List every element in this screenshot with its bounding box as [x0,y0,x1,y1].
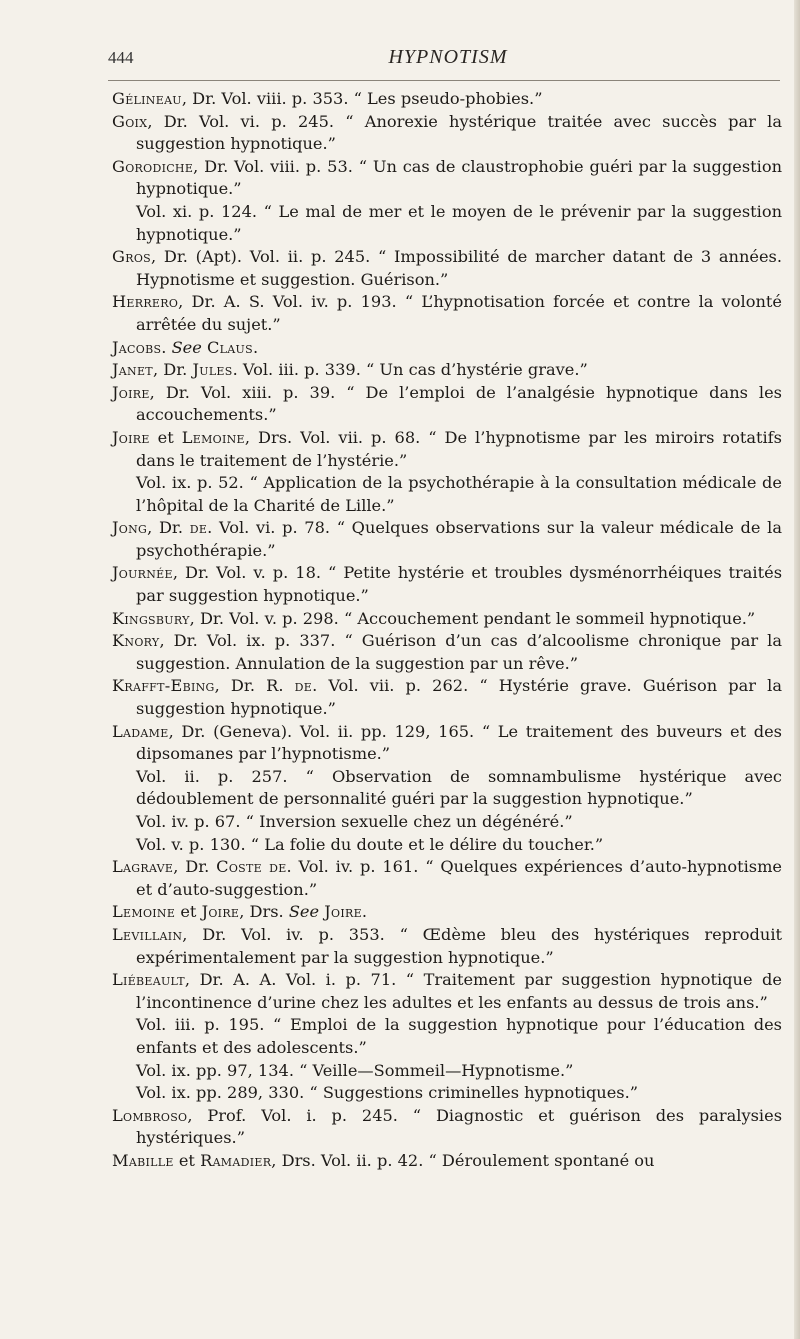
page-header [108,48,788,76]
author-name: Goix [112,111,148,131]
bibliography-continuation [112,1060,782,1083]
bibliography-continuation [112,201,782,246]
bibliography-continuation [112,766,782,811]
author-joiner: , Dr. [147,518,190,538]
bibliography-entry [112,291,782,336]
bibliography-entry [112,111,782,156]
entry-text: . Vol. iii. p. 339. “ Un cas d’hystérie grave.” [232,360,588,380]
entry-text: , Drs. [239,902,289,922]
bibliography-continuation [112,472,782,517]
bibliography-entry [112,924,782,969]
author-name: Levillain [112,924,183,944]
author-name: Knory [112,631,160,651]
author-name: Gorodiche [112,156,194,176]
see-target: Joire. [324,902,368,922]
entry-text: Vol. ix. p. 52. “ Application de la psychothérapie à la consultation médicale de l’hôpital de la Charité de Lille.” [136,473,782,515]
bibliography-entry [112,562,782,607]
entry-text: , Dr. Vol. ix. p. 337. “ Guérison d’un cas d’alcoolisme chronique par la suggestion. Annulation de la suggestion par un rêve.” [136,631,782,673]
entry-text: Vol. iii. p. 195. “ Emploi de la suggestion hypnotique pour l’éducation des enfants et des adolescents.” [136,1015,782,1057]
bibliography-entry [112,88,782,111]
entry-text: , Dr. Vol. v. p. 298. “ Accouchement pendant le sommeil hypnotique.” [189,608,756,628]
author-name: Jacobs [112,337,162,357]
author-joiner: , Dr. [152,360,193,380]
bibliography-entry [112,675,782,720]
bibliography-entry [112,156,782,201]
bibliography-entry [112,246,782,291]
author-name: Lemoine [181,427,245,447]
author-name: Coste de [216,857,287,877]
entry-text: Vol. v. p. 130. “ La folie du doute et le délire du toucher.” [136,834,604,854]
running-title: HYPNOTISM [388,46,508,68]
author-name: Joire [112,427,150,447]
entry-text: , Dr. A. A. Vol. i. p. 71. “ Traitement par suggestion hypnotique de l’incontinence d’urine chez les adultes et les enfants au dessus de trois ans.” [136,970,782,1012]
author-name: Lombroso [112,1105,188,1125]
author-name: Liébeault [112,970,185,990]
entry-text: . Vol. iv. p. 161. “ Quelques expériences d’auto-hypnotisme et d’auto-suggestion.” [136,857,783,899]
author-name: Gélineau [112,89,182,108]
entry-text: Vol. iv. p. 67. “ Inversion sexuelle chez un dégénéré.” [136,812,573,831]
author-joiner: , Dr. R. [214,676,295,696]
bibliography-entry [112,359,782,382]
author-joiner: et [175,902,202,922]
entry-text: Vol. xi. p. 124. “ Le mal de mer et le moyen de le prévenir par la suggestion hypnotique.” [136,201,782,244]
entry-text: Vol. ix. pp. 289, 330. “ Suggestions criminelles hypnotiques.” [136,1083,639,1103]
author-name: Ramadier [200,1150,272,1170]
author-name: de [294,676,313,696]
author-name: Lemoine [112,902,176,922]
author-name: Jules [192,360,233,380]
bibliography-continuation [112,834,782,857]
author-name: Lagrave [112,857,174,877]
author-name: Joire [112,382,150,402]
author-name: Herrero [112,292,179,312]
bibliography-entry [112,630,782,675]
bibliography-entry: Jacobs. See Claus. [112,337,259,357]
entry-text: . Vol. vii. p. 262. “ Hystérie grave. Guérison par la suggestion hypnotique.” [136,676,782,719]
bibliography-entry [112,382,782,427]
entry-text: , Dr. Vol. viii. p. 53. “ Un cas de claustrophobie guéri par la suggestion hypnotique.” [136,156,782,199]
author-name: Kingsbury [112,608,190,628]
bibliography-entry [112,969,782,1014]
author-joiner: , Dr. [173,857,217,877]
author-name: Jong [112,518,148,538]
page-number: 444 [108,48,134,67]
bibliography-list [112,88,782,1173]
see-target: Claus. [207,337,259,357]
bibliography-continuation [112,1014,782,1059]
bibliography-entry [112,856,782,901]
entry-text: , Dr. Vol. viii. p. 353. “ Les pseudo-phobies.” [181,89,543,108]
bibliography-entry [112,1150,782,1173]
entry-text: Vol. ii. p. 257. “ Observation de somnambulisme hystérique avec dédoublement de personnalité guéri par la suggestion hypnotique.” [136,766,782,809]
bibliography-continuation [112,1082,782,1105]
bibliography-entry [112,608,782,631]
author-name: Gros [112,247,151,267]
header-rule [108,80,780,81]
entry-text: , Drs. Vol. ii. p. 42. “ Déroulement spontané ou [271,1150,655,1170]
entry-text: , Dr. Vol. vi. p. 245. “ Anorexie hystérique traitée avec succès par la suggestion hypnotique.” [136,111,782,154]
entry-text: , Prof. Vol. i. p. 245. “ Diagnostic et guérison des paralysies hystériques.” [136,1105,782,1148]
author-joiner: et [173,1150,201,1170]
bibliography-entry [112,721,782,766]
author-name: Joire [201,902,240,922]
entry-text: , Dr. A. S. Vol. iv. p. 193. “ L’hypnotisation forcée et contre la volonté arrêtée du sujet.” [136,292,782,334]
bibliography-entry [112,1105,782,1150]
author-name: Janet [112,360,153,380]
author-name: Krafft-Ebing [112,676,215,696]
bibliography-entry [112,901,782,924]
see-reference: See [171,337,202,357]
entry-text: , Dr. (Geneva). Vol. ii. pp. 129, 165. “ Le traitement des buveurs et des dipsomanes par l’hypnotisme.” [136,721,782,764]
entry-text: . Vol. vi. p. 78. “ Quelques observations sur la valeur médicale de la psychothérapie.” [136,518,782,560]
bibliography-entry [112,517,782,562]
entry-text: , Dr. Vol. xiii. p. 39. “ De l’emploi de l’analgésie hypnotique dans les accouchements.” [136,382,782,425]
bibliography-entry [112,427,782,472]
entry-text: , Drs. Vol. vii. p. 68. “ De l’hypnotisme par les miroirs rotatifs dans le traitement de l’hystérie.” [136,427,782,470]
entry-text: , Dr. (Apt). Vol. ii. p. 245. “ Impossibilité de marcher datant de 3 années. Hypnotisme et suggestion. Guérison.” [136,247,782,289]
author-name: Mabille [112,1150,174,1170]
entry-text: Vol. ix. pp. 97, 134. “ Veille—Sommeil—Hypnotisme.” [136,1060,574,1080]
author-name: Ladame [112,721,169,741]
author-joiner: et [149,427,182,447]
author-name: de [189,518,208,538]
bibliography-continuation [112,811,782,834]
see-reference: See [288,902,320,922]
entry-text: , Dr. Vol. iv. p. 353. “ Œdème bleu des hystériques reproduit expérimentalement par la suggestion hypnotique.” [136,924,782,967]
author-name: Journée [112,563,173,583]
page-edge-shadow [794,0,800,1339]
entry-text: , Dr. Vol. v. p. 18. “ Petite hystérie et troubles dysménorrhéiques traités par suggestion hypnotique.” [136,563,782,606]
